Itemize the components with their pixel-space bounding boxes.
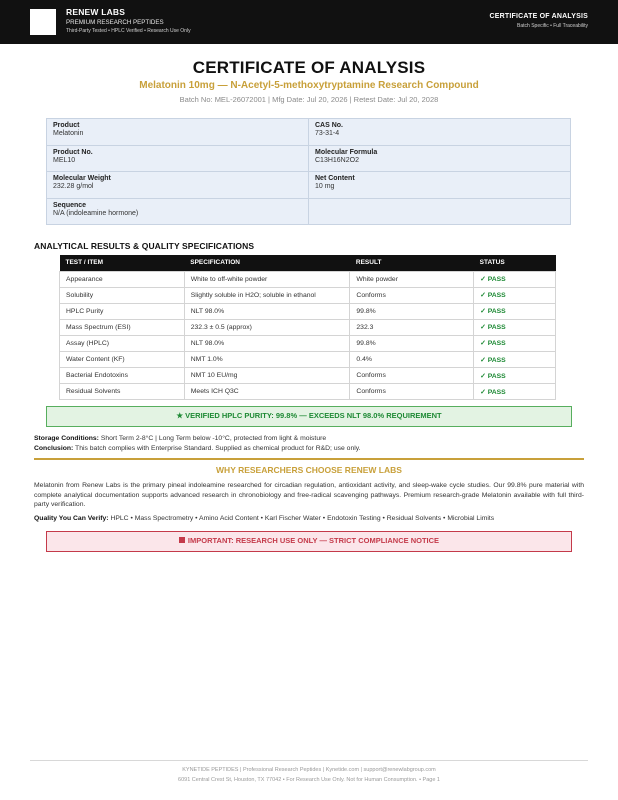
results-table (59, 255, 556, 400)
status-pass-cell: ✓ PASS (474, 319, 556, 335)
table-cell: Slightly soluble in H2O; soluble in ethanol (184, 287, 350, 303)
divider (34, 458, 584, 460)
table-row (60, 271, 556, 287)
alert-square-icon (179, 537, 185, 543)
footer-divider (30, 760, 588, 761)
verified-purity-banner: ★ VERIFIED HPLC PURITY: 99.8% — EXCEEDS NLT 98.0% REQUIREMENT (46, 406, 572, 427)
why-heading: WHY RESEARCHERS CHOOSE RENEW LABS (216, 465, 402, 475)
table-cell: NLT 98.0% (184, 303, 350, 319)
table-cell: Bacterial Endotoxins (60, 368, 185, 384)
table-row (60, 384, 556, 400)
table-cell: White to off-white powder (184, 271, 350, 287)
results-header-row (60, 255, 556, 271)
footer-line-2: 6091 Central Crest St, Houston, TX 77042 • For Research Use Only. Not for Human Consumption. • Page 1 (178, 777, 440, 783)
status-pass-cell: ✓ PASS (474, 351, 556, 367)
table-cell: Conforms (350, 287, 474, 303)
table-cell: 232.3 (350, 319, 474, 335)
storage-text: Short Term 2-8°C | Long Term below -10°C, protected from light & moisture (100, 435, 327, 442)
conclusion-line (34, 444, 594, 454)
table-row (60, 303, 556, 319)
info-cell-formula (309, 145, 571, 172)
table-row (60, 368, 556, 384)
column-header: RESULT (350, 255, 474, 271)
column-header: SPECIFICATION (184, 255, 350, 271)
info-cell-sequence (47, 198, 309, 225)
table-row (60, 351, 556, 367)
quality-label: Quality You Can Verify: (34, 515, 109, 522)
why-paragraph: Melatonin from Renew Labs is the primary pineal indoleamine researched for circadian regulation, antioxidant activity, and sleep-wake cycle studies. Our 99.8% pure material with complete analytical documentation supports advanced research in chronobiology and free-radical scavenging pathways. Premium research-grade Melatonin available with full third-party verification. (34, 482, 584, 509)
table-cell: 99.8% (350, 303, 474, 319)
table-cell: Mass Spectrum (ESI) (60, 319, 185, 335)
info-cell-product-no (47, 145, 309, 172)
conclusion-text: This batch complies with Enterprise Standard. Supplied as chemical product for R&D; use only. (75, 444, 361, 452)
brand-name: RENEW LABS (66, 7, 126, 17)
info-label: Molecular Formula (315, 148, 378, 156)
info-cell-empty (309, 198, 571, 225)
info-label: CAS No. (315, 122, 343, 129)
table-cell: Meets ICH Q3C (184, 384, 350, 400)
table-row (60, 287, 556, 303)
footer-line-1: KYNETIDE PEPTIDES | Professional Research Peptides | Kynetide.com | support@renewlabgroup.com (182, 767, 436, 773)
table-cell: White powder (350, 271, 474, 287)
info-label: Molecular Weight (53, 175, 111, 182)
table-row (60, 319, 556, 335)
info-value: C13H16N2O2 (315, 156, 359, 164)
status-pass-cell: ✓ PASS (474, 335, 556, 351)
table-cell: Residual Solvents (60, 384, 185, 400)
table-cell: HPLC Purity (60, 303, 185, 319)
info-value: 73-31-4 (315, 130, 340, 137)
info-value: Melatonin (53, 130, 84, 137)
storage-line (34, 434, 594, 444)
brand-block (66, 7, 191, 34)
column-header: TEST / ITEM (60, 255, 185, 271)
top-header-bar (0, 0, 618, 44)
table-cell: 0.4% (350, 351, 474, 367)
table-cell: Conforms (350, 368, 474, 384)
status-pass-cell: ✓ PASS (474, 271, 556, 287)
logo (30, 9, 56, 35)
table-cell: Solubility (60, 287, 185, 303)
info-cell-cas (309, 119, 571, 146)
table-cell: Assay (HPLC) (60, 335, 185, 351)
section-heading-results: ANALYTICAL RESULTS & QUALITY SPECIFICATIONS (34, 241, 255, 251)
info-label: Product (53, 122, 80, 129)
product-subtitle: Melatonin 10mg — N-Acetyl-5-methoxytryptamine Research Compound (139, 80, 479, 91)
table-cell: NMT 10 EU/mg (184, 368, 350, 384)
table-cell: Appearance (60, 271, 185, 287)
table-cell: NLT 98.0% (184, 335, 350, 351)
quality-text: HPLC • Mass Spectrometry • Amino Acid Content • Karl Fischer Water • Endotoxin Testing • Residual Solvents • Microbial Limits (110, 515, 495, 522)
info-label: Net Content (315, 175, 355, 182)
brand-meta: Third-Party Tested • HPLC Verified • Research Use Only (66, 28, 191, 34)
brand-subtitle: PREMIUM RESEARCH PEPTIDES (66, 19, 164, 26)
status-pass-cell: ✓ PASS (474, 287, 556, 303)
info-cell-net (309, 172, 571, 199)
info-label: Product No. (53, 148, 93, 156)
table-cell: 232.3 ± 0.5 (approx) (184, 319, 350, 335)
info-value: N/A (indoleamine hormone) (53, 209, 139, 217)
info-cell-product (47, 119, 309, 146)
conclusion-label: Conclusion: (34, 444, 74, 452)
table-cell: 99.8% (350, 335, 474, 351)
batch-info-line: Batch No: MEL-26072001 | Mfg Date: Jul 20, 2026 | Retest Date: Jul 20, 2028 (179, 95, 439, 104)
table-cell: Conforms (350, 384, 474, 400)
table-cell: Water Content (KF) (60, 351, 185, 367)
info-value: MEL10 (53, 156, 76, 164)
status-pass-cell: ✓ PASS (474, 368, 556, 384)
info-label: Sequence (53, 201, 87, 209)
quality-line (34, 515, 594, 522)
column-header: STATUS (474, 255, 556, 271)
table-cell: NMT 1.0% (184, 351, 350, 367)
status-pass-cell: ✓ PASS (474, 303, 556, 319)
important-notice-banner (46, 531, 572, 552)
document-type-meta: Batch Specific • Full Traceability (517, 23, 588, 29)
document-type: CERTIFICATE OF ANALYSIS (489, 13, 588, 20)
storage-and-conclusion (34, 434, 594, 453)
page-title: CERTIFICATE OF ANALYSIS (192, 58, 426, 77)
document-type-block (490, 13, 588, 29)
table-row (60, 335, 556, 351)
info-value: 10 mg (315, 183, 335, 190)
important-notice-text: IMPORTANT: RESEARCH USE ONLY — STRICT COMPLIANCE NOTICE (187, 536, 440, 545)
storage-label: Storage Conditions: (34, 435, 99, 442)
info-cell-weight (47, 172, 309, 199)
product-info-table (46, 118, 571, 225)
info-value: 232.28 g/mol (53, 183, 94, 190)
status-pass-cell: ✓ PASS (474, 384, 556, 400)
